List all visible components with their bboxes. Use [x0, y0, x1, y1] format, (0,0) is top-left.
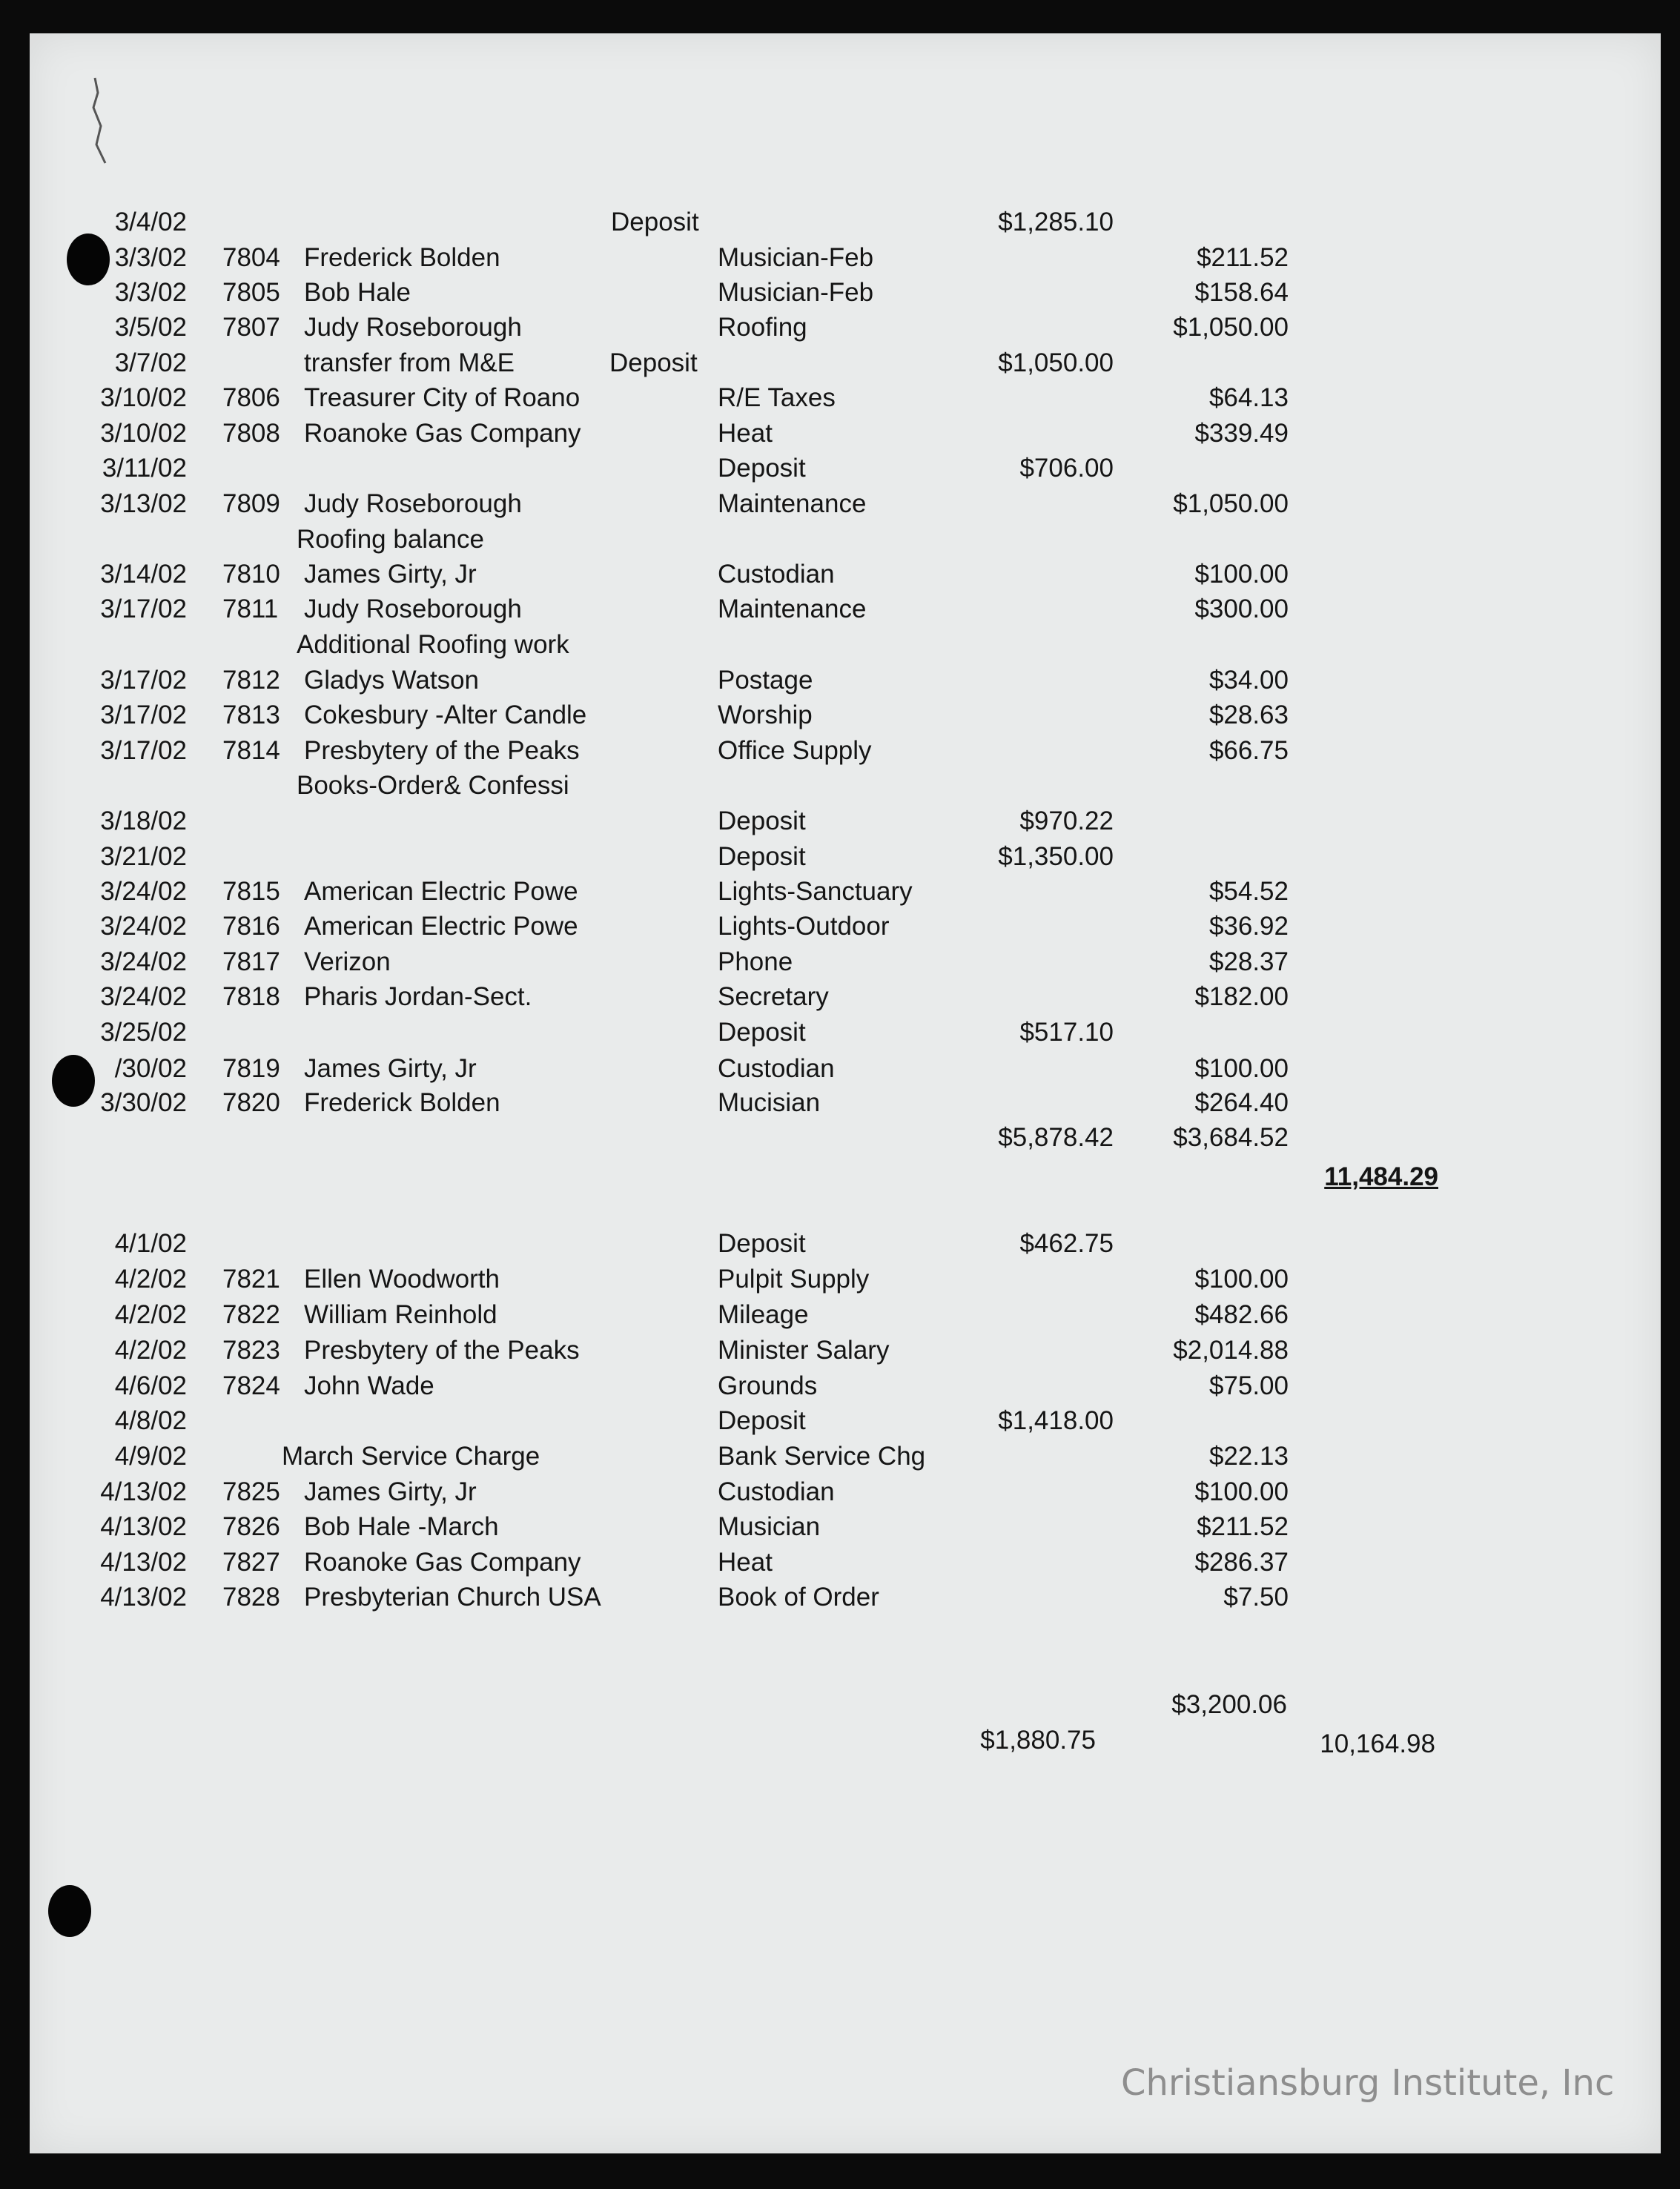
deposit-amount: $5,878.42: [998, 1123, 1114, 1152]
entry-date: 4/9/02: [114, 1442, 187, 1471]
payee: Bob Hale -March: [304, 1512, 499, 1541]
ledger-row: [0, 1583, 1680, 1617]
ledger-row: [0, 525, 1680, 559]
entry-date: 3/11/02: [102, 454, 187, 483]
check-number: 7806: [222, 383, 280, 412]
category: Deposit: [718, 807, 806, 835]
ledger-row: [0, 1442, 1680, 1476]
withdrawal-amount: $286.37: [1194, 1548, 1289, 1577]
check-number: 7813: [222, 701, 280, 729]
category: Lights-Sanctuary: [718, 877, 913, 906]
payee: Roanoke Gas Company: [304, 1548, 581, 1577]
payee: John Wade: [304, 1371, 434, 1400]
payee: Presbytery of the Peaks: [304, 1336, 580, 1365]
payee: Judy Roseborough: [304, 489, 522, 518]
category: Deposit: [609, 348, 698, 377]
check-number: 7821: [222, 1265, 280, 1294]
withdrawal-amount: $36.92: [1208, 912, 1289, 941]
check-number: 7805: [222, 278, 280, 307]
ledger-row: [0, 877, 1680, 911]
check-number: 7818: [222, 982, 280, 1011]
ledger-row: [0, 701, 1680, 735]
entry-date: 4/13/02: [100, 1512, 187, 1541]
withdrawal-amount: $34.00: [1208, 666, 1289, 695]
check-number: 7826: [222, 1512, 280, 1541]
ledger-row: [0, 1123, 1680, 1157]
withdrawal-amount: $22.13: [1208, 1442, 1289, 1471]
check-number: 7819: [222, 1054, 280, 1083]
ledger-row: [0, 1406, 1680, 1440]
april-balance: 10,164.98: [1320, 1729, 1435, 1758]
entry-date: 4/2/02: [114, 1300, 187, 1329]
withdrawal-amount: $100.00: [1194, 1477, 1289, 1506]
april-withdrawal-total: $3,200.06: [1171, 1690, 1287, 1719]
entry-date: 3/4/02: [114, 208, 187, 236]
category: Deposit: [718, 1406, 806, 1435]
entry-date: 4/13/02: [100, 1548, 187, 1577]
withdrawal-amount: $64.13: [1208, 383, 1289, 412]
payee: Roofing balance: [297, 525, 484, 554]
check-number: 7824: [222, 1371, 280, 1400]
withdrawal-amount: $66.75: [1208, 736, 1289, 765]
check-number: 7817: [222, 947, 280, 976]
entry-date: 3/10/02: [100, 419, 187, 448]
ledger-row: [0, 771, 1680, 805]
category: Deposit: [718, 842, 806, 871]
category: Deposit: [718, 454, 806, 483]
payee: James Girty, Jr: [304, 560, 477, 589]
ledger-row: [0, 982, 1680, 1016]
category: Office Supply: [718, 736, 872, 765]
payee: Books-Order& Confessi: [297, 771, 569, 800]
payee: Presbyterian Church USA: [304, 1583, 601, 1612]
payee: William Reinhold: [304, 1300, 497, 1329]
entry-date: 3/5/02: [114, 313, 187, 342]
payee: James Girty, Jr: [304, 1054, 477, 1083]
category: Musician-Feb: [718, 278, 874, 307]
category: Phone: [718, 947, 793, 976]
ledger-row: [0, 1371, 1680, 1405]
entry-date: 3/17/02: [100, 701, 187, 729]
ledger-row: [0, 947, 1680, 981]
category: Maintenance: [718, 595, 867, 623]
deposit-amount: $1,418.00: [998, 1406, 1114, 1435]
category: Pulpit Supply: [718, 1265, 870, 1294]
ledger-row: [0, 912, 1680, 946]
entry-date: /30/02: [114, 1054, 187, 1083]
payee: American Electric Powe: [304, 912, 578, 941]
payee: Judy Roseborough: [304, 595, 522, 623]
withdrawal-amount: $7.50: [1223, 1583, 1289, 1612]
entry-date: 4/2/02: [114, 1265, 187, 1294]
entry-date: 3/24/02: [100, 947, 187, 976]
ledger-row: [0, 666, 1680, 700]
deposit-amount: $1,350.00: [998, 842, 1114, 871]
check-number: 7823: [222, 1336, 280, 1365]
payee: James Girty, Jr: [304, 1477, 477, 1506]
withdrawal-amount: $28.37: [1208, 947, 1289, 976]
payee: Judy Roseborough: [304, 313, 522, 342]
category: Musician: [718, 1512, 821, 1541]
paper-tear-mark: [87, 74, 117, 170]
april-deposit-total: $1,880.75: [980, 1726, 1096, 1755]
payee: Frederick Bolden: [304, 243, 500, 272]
category: Worship: [718, 701, 813, 729]
category: R/E Taxes: [718, 383, 836, 412]
category: Maintenance: [718, 489, 867, 518]
withdrawal-amount: $300.00: [1194, 595, 1289, 623]
ledger-row: [0, 595, 1680, 629]
category: Heat: [718, 419, 773, 448]
entry-date: 4/8/02: [114, 1406, 187, 1435]
ledger-row: [0, 383, 1680, 417]
check-number: 7807: [222, 313, 280, 342]
check-number: 7804: [222, 243, 280, 272]
entry-date: 4/13/02: [100, 1583, 187, 1612]
deposit-amount: $970.22: [1019, 807, 1114, 835]
category: Secretary: [718, 982, 829, 1011]
entry-date: 3/13/02: [100, 489, 187, 518]
entry-date: 3/17/02: [100, 666, 187, 695]
check-number: 7828: [222, 1583, 280, 1612]
payee: Bob Hale: [304, 278, 411, 307]
ledger-row: [0, 1265, 1680, 1299]
check-number: 7816: [222, 912, 280, 941]
entry-date: 3/3/02: [114, 243, 187, 272]
ledger-row: [0, 489, 1680, 523]
ledger-row: [0, 208, 1680, 242]
entry-date: 3/25/02: [100, 1018, 187, 1047]
entry-date: 3/30/02: [100, 1088, 187, 1117]
withdrawal-amount: $100.00: [1194, 1054, 1289, 1083]
ledger-row: [0, 1512, 1680, 1546]
check-number: 7825: [222, 1477, 280, 1506]
category: Deposit: [718, 1229, 806, 1258]
ledger-row: [0, 1300, 1680, 1334]
ledger-row: [0, 1054, 1680, 1088]
ledger-row: [0, 630, 1680, 664]
withdrawal-amount: $28.63: [1208, 701, 1289, 729]
category: Book of Order: [718, 1583, 879, 1612]
withdrawal-amount: $54.52: [1208, 877, 1289, 906]
withdrawal-amount: $182.00: [1194, 982, 1289, 1011]
ledger-row: [0, 1477, 1680, 1511]
withdrawal-amount: $2,014.88: [1173, 1336, 1289, 1365]
withdrawal-amount: $75.00: [1208, 1371, 1289, 1400]
check-number: 7810: [222, 560, 280, 589]
category: Lights-Outdoor: [718, 912, 890, 941]
ledger-row: [0, 243, 1680, 277]
ledger-row: [0, 1336, 1680, 1370]
withdrawal-amount: $3,684.52: [1173, 1123, 1289, 1152]
withdrawal-amount: $1,050.00: [1173, 313, 1289, 342]
withdrawal-amount: $158.64: [1194, 278, 1289, 307]
category: Custodian: [718, 560, 835, 589]
check-number: 7812: [222, 666, 280, 695]
category: Heat: [718, 1548, 773, 1577]
entry-date: 3/24/02: [100, 877, 187, 906]
category: Custodian: [718, 1477, 835, 1506]
ledger-row: [0, 1548, 1680, 1582]
check-number: 7809: [222, 489, 280, 518]
withdrawal-amount: $339.49: [1194, 419, 1289, 448]
payee: transfer from M&E: [304, 348, 515, 377]
entry-date: 3/21/02: [100, 842, 187, 871]
entry-date: 3/24/02: [100, 912, 187, 941]
withdrawal-amount: $482.66: [1194, 1300, 1289, 1329]
ledger-row: [0, 419, 1680, 453]
category: Minister Salary: [718, 1336, 890, 1365]
deposit-amount: $462.75: [1019, 1229, 1114, 1258]
payee: Additional Roofing work: [297, 630, 569, 659]
check-number: 7808: [222, 419, 280, 448]
withdrawal-amount: $100.00: [1194, 560, 1289, 589]
ledger-row: [0, 1229, 1680, 1263]
ledger-row: [0, 278, 1680, 312]
payee: Treasurer City of Roano: [304, 383, 581, 412]
category: Deposit: [611, 208, 699, 236]
withdrawal-amount: $211.52: [1197, 1512, 1289, 1541]
check-number: 7820: [222, 1088, 280, 1117]
payee: Cokesbury -Alter Candle: [304, 701, 587, 729]
entry-date: 4/2/02: [114, 1336, 187, 1365]
check-number: 7827: [222, 1548, 280, 1577]
ledger-row: [0, 313, 1680, 347]
withdrawal-amount: $211.52: [1197, 243, 1289, 272]
category: Grounds: [718, 1371, 818, 1400]
deposit-amount: $1,050.00: [998, 348, 1114, 377]
withdrawal-amount: $100.00: [1194, 1265, 1289, 1294]
march-balance: 11,484.29: [1324, 1162, 1438, 1191]
category: Deposit: [718, 1018, 806, 1047]
deposit-amount: $706.00: [1019, 454, 1114, 483]
category: Mucisian: [718, 1088, 821, 1117]
entry-date: 3/14/02: [100, 560, 187, 589]
category: Postage: [718, 666, 813, 695]
withdrawal-amount: $264.40: [1194, 1088, 1289, 1117]
category: Custodian: [718, 1054, 835, 1083]
entry-date: 3/7/02: [114, 348, 187, 377]
payee: Ellen Woodworth: [304, 1265, 500, 1294]
category: Mileage: [718, 1300, 809, 1329]
ledger-row: [0, 807, 1680, 841]
withdrawal-amount: $1,050.00: [1173, 489, 1289, 518]
payee: Roanoke Gas Company: [304, 419, 581, 448]
check-number: 7815: [222, 877, 280, 906]
check-number: 7814: [222, 736, 280, 765]
entry-date: 4/13/02: [100, 1477, 187, 1506]
entry-date: 3/3/02: [114, 278, 187, 307]
punch-hole-bottom: [48, 1885, 91, 1937]
category: Roofing: [718, 313, 807, 342]
ledger-row: [0, 1018, 1680, 1052]
watermark: Christiansburg Institute, Inc: [1121, 2062, 1615, 2104]
entry-date: 3/18/02: [100, 807, 187, 835]
check-number: 7811: [222, 595, 279, 623]
deposit-amount: $517.10: [1019, 1018, 1114, 1047]
payee: Presbytery of the Peaks: [304, 736, 580, 765]
payee: Frederick Bolden: [304, 1088, 500, 1117]
payee: Verizon: [304, 947, 391, 976]
entry-date: 3/17/02: [100, 736, 187, 765]
category: Bank Service Chg: [718, 1442, 926, 1471]
entry-date: 4/1/02: [114, 1229, 187, 1258]
ledger-row: [0, 842, 1680, 876]
payee: March Service Charge: [282, 1442, 540, 1471]
ledger-row: [0, 1088, 1680, 1122]
ledger-row: [0, 454, 1680, 488]
entry-date: 3/24/02: [100, 982, 187, 1011]
ledger-row: [0, 560, 1680, 594]
payee: American Electric Powe: [304, 877, 578, 906]
entry-date: 3/17/02: [100, 595, 187, 623]
deposit-amount: $1,285.10: [998, 208, 1114, 236]
entry-date: 3/10/02: [100, 383, 187, 412]
ledger-row: [0, 348, 1680, 383]
category: Musician-Feb: [718, 243, 874, 272]
entry-date: 4/6/02: [114, 1371, 187, 1400]
check-number: 7822: [222, 1300, 280, 1329]
payee: Gladys Watson: [304, 666, 480, 695]
ledger-row: [0, 736, 1680, 770]
payee: Pharis Jordan-Sect.: [304, 982, 532, 1011]
